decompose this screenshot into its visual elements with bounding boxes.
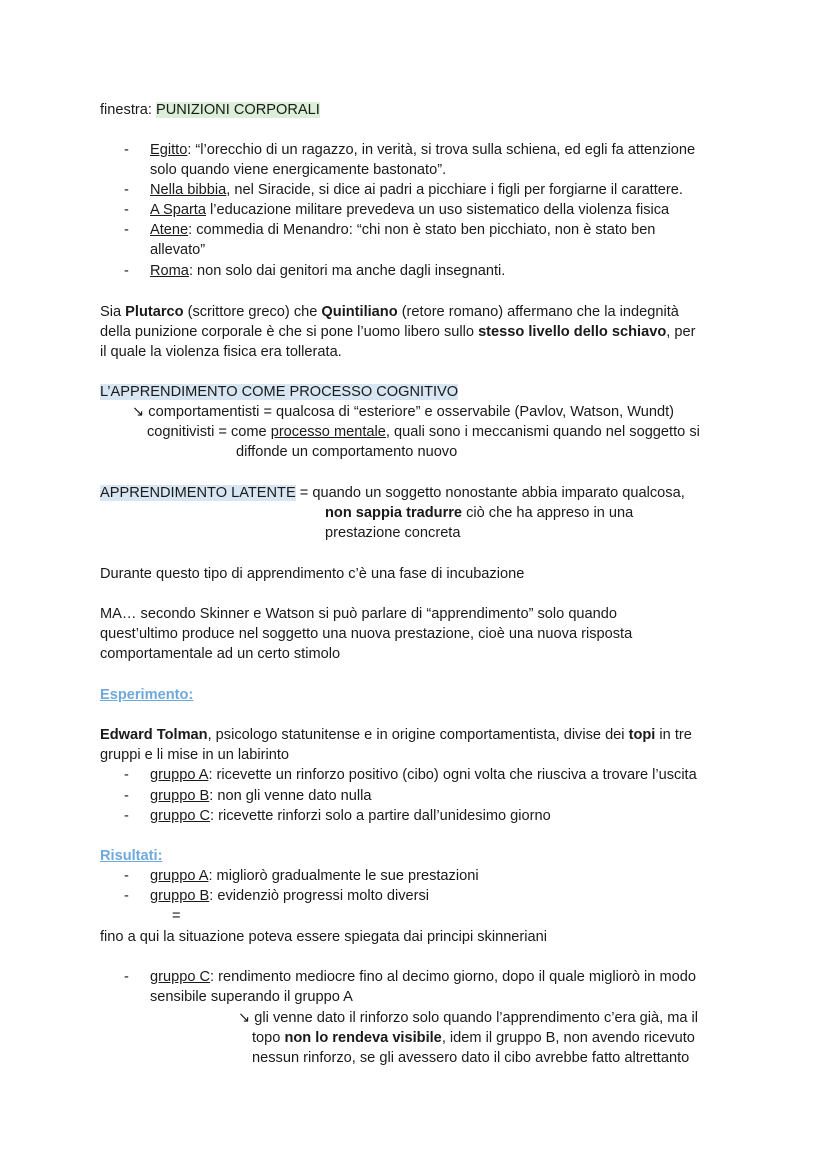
list-bullet: - [124, 767, 129, 783]
paragraph-plutarco-line1: Sia Plutarco (scrittore greco) che Quintiliano (retore romano) affermano che la indegnità [100, 304, 679, 320]
comportamentisti-line: ↘ comportamentisti = qualcosa di “esteriore” e osservabile (Pavlov, Watson, Wundt) [132, 404, 675, 420]
list-item-text: : “l’orecchio di un ragazzo, in verità, si trova sulla schiena, ed egli fa attenzione [187, 142, 696, 158]
equals-sign: = [172, 908, 181, 924]
place-name: Nella bibbia [150, 182, 227, 198]
paragraph-plutarco-line2: della punizione corporale è che si pone l’uomo libero sullo stesso livello dello schiavo, per [100, 324, 696, 340]
finestra-title: PUNIZIONI CORPORALI [155, 102, 320, 118]
arrow-icon: ↘ [238, 1010, 251, 1026]
list-item-roma [150, 261, 505, 281]
skinner-line2: quest’ultimo produce nel soggetto una nuova prestazione, cioè una nuova risposta [100, 626, 633, 642]
gruppo-a-line: gruppo A: ricevette un rinforzo positivo (cibo) ogni volta che riusciva a trovare l’uscita [150, 767, 697, 783]
risultato-b-line: gruppo B: evidenziò progressi molto diversi [150, 888, 430, 904]
nota-line1: ↘ gli venne dato il rinforzo solo quando l’apprendimento c’era già, ma il [238, 1010, 699, 1026]
list-bullet: - [124, 263, 129, 279]
list-item-text: : non solo dai genitori ma anche dagli insegnanti. [188, 263, 506, 279]
list-bullet: - [124, 222, 129, 238]
cognitivisti-continuation: diffonde un comportamento nuovo [236, 444, 458, 460]
list-item-text: : commedia di Menandro: “chi non è stato ben picchiato, non è stato ben [188, 222, 656, 238]
incubazione-line: Durante questo tipo di apprendimento c’è una fase di incubazione [100, 566, 525, 582]
list-bullet: - [124, 788, 129, 804]
place-name: Egitto [150, 142, 188, 158]
list-item-sparta [150, 200, 669, 220]
cognitivisti-line: cognitivisti = come processo mentale, quali sono i meccanismi quando nel soggetto si [147, 424, 700, 440]
paragraph-plutarco-line3: il quale la violenza fisica era tollerata. [100, 344, 342, 360]
list-item-atene [150, 220, 655, 240]
risultato-c-continuation: sensibile superando il gruppo A [150, 989, 353, 1005]
list-bullet: - [124, 182, 129, 198]
list-item-continuation: solo quando viene energicamente bastonato”. [150, 162, 447, 178]
list-bullet: - [124, 142, 129, 158]
latente-line1: APPRENDIMENTO LATENTE = quando un soggetto nonostante abbia imparato qualcosa, [100, 485, 685, 501]
place-name: Atene [150, 222, 189, 238]
list-item-egitto [150, 140, 695, 160]
finestra-line [100, 100, 320, 120]
nota-line2: topo non lo rendeva visibile, idem il gruppo B, non avendo ricevuto [252, 1030, 695, 1046]
list-bullet: - [124, 969, 129, 985]
finestra-label: finestra: [100, 102, 152, 118]
risultati-heading: Risultati: [100, 848, 163, 864]
latente-term: APPRENDIMENTO LATENTE [100, 485, 296, 501]
gruppo-c-line: gruppo C: ricevette rinforzi solo a partire dall’unidesimo giorno [150, 808, 551, 824]
skinner-line3: comportamentale ad un certo stimolo [100, 646, 341, 662]
nota-line3: nessun rinforzo, se gli avessero dato il cibo avrebbe fatto altrettanto [252, 1050, 690, 1066]
place-name: Roma [150, 263, 189, 279]
latente-line3: prestazione concreta [325, 525, 461, 541]
list-item-text: , nel Siracide, si dice ai padri a picchiare i figli per forgiarne il carattere. [226, 182, 683, 198]
list-bullet: - [124, 808, 129, 824]
arrow-icon: ↘ [132, 404, 145, 420]
list-bullet: - [124, 888, 129, 904]
esperimento-heading: Esperimento: [100, 687, 194, 703]
list-item-text: l’educazione militare prevedeva un uso sistematico della violenza fisica [205, 202, 670, 218]
place-name: A Sparta [150, 202, 206, 218]
risultato-c-line: gruppo C: rendimento mediocre fino al decimo giorno, dopo il quale migliorò in modo [150, 969, 696, 985]
section-heading-cognitivo: L’APPRENDIMENTO COME PROCESSO COGNITIVO [100, 384, 459, 400]
list-bullet: - [124, 202, 129, 218]
skinneriani-line: fino a qui la situazione poteva essere spiegata dai principi skinneriani [100, 929, 548, 945]
gruppo-b-line: gruppo B: non gli venne dato nulla [150, 788, 372, 804]
skinner-line1: MA… secondo Skinner e Watson si può parlare di “apprendimento” solo quando [100, 606, 618, 622]
list-item-bibbia [150, 180, 683, 200]
risultato-a-line: gruppo A: migliorò gradualmente le sue prestazioni [150, 868, 479, 884]
list-item-continuation: allevato” [150, 242, 206, 258]
latente-line2: non sappia tradurre ciò che ha appreso in una [325, 505, 634, 521]
tolman-line2: gruppi e li mise in un labirinto [100, 747, 290, 763]
tolman-line1: Edward Tolman, psicologo statunitense e in origine comportamentista, divise dei topi in tre [100, 727, 692, 743]
list-bullet: - [124, 868, 129, 884]
